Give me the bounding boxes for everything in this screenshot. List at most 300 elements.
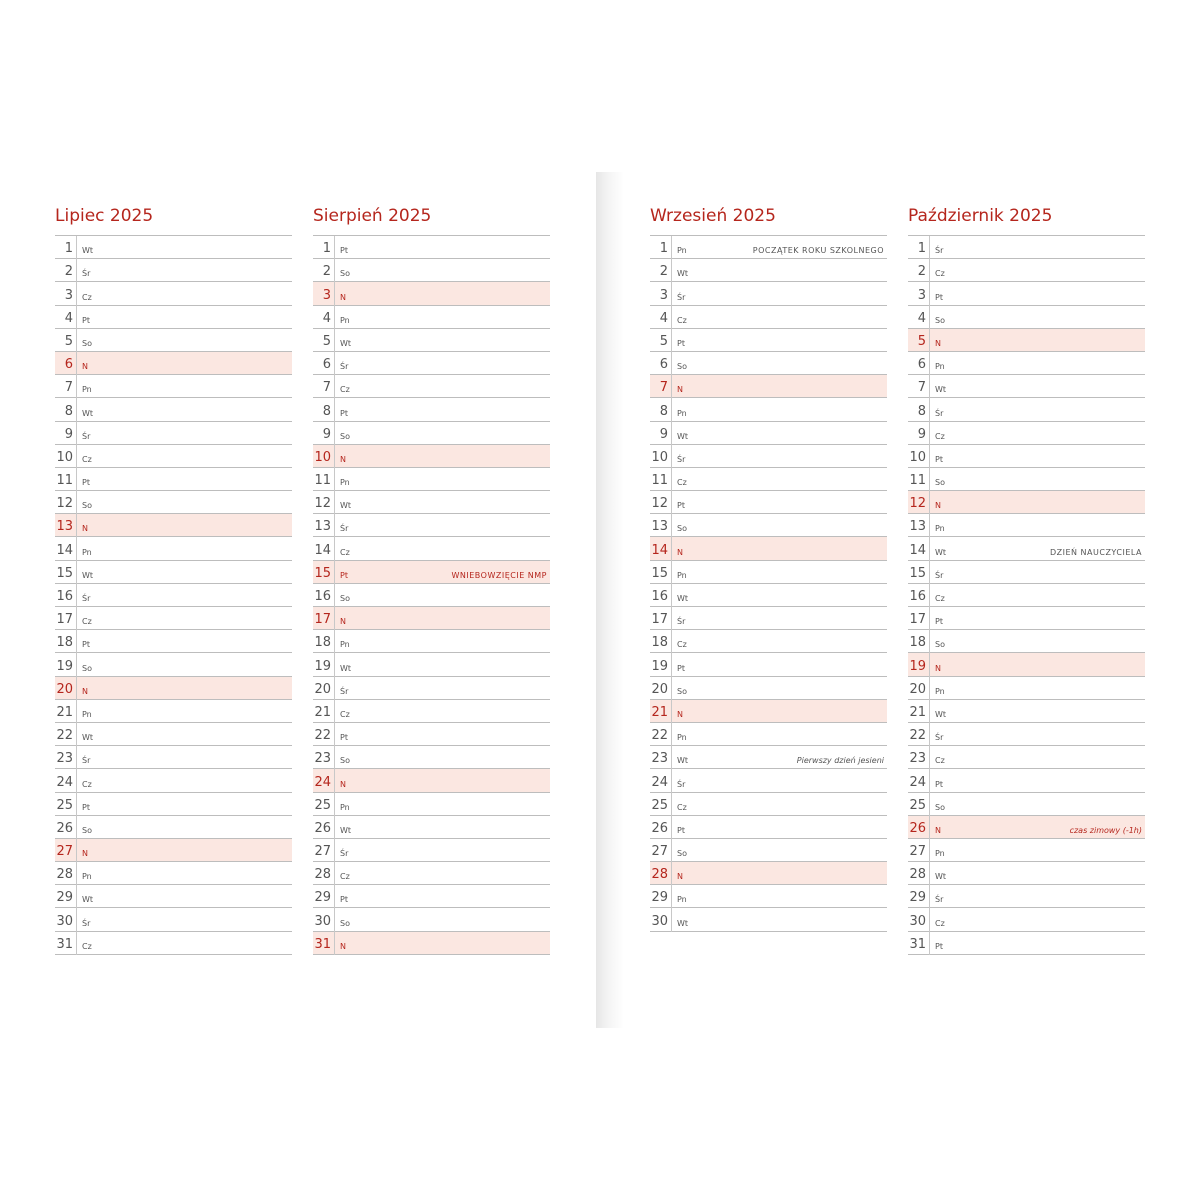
day-number: 27 xyxy=(56,844,73,860)
day-number: 15 xyxy=(56,565,73,581)
day-of-week: Śr xyxy=(677,454,686,464)
day-of-week: Wt xyxy=(340,338,352,348)
day-of-week: Cz xyxy=(340,709,350,719)
day-row xyxy=(650,885,887,908)
day-row xyxy=(650,630,887,653)
day-of-week: So xyxy=(340,918,350,928)
day-row xyxy=(55,468,292,491)
day-number: 22 xyxy=(314,728,331,744)
day-number: 23 xyxy=(651,751,668,767)
day-row xyxy=(55,816,292,839)
day-of-week: N xyxy=(82,524,88,534)
day-of-week: Cz xyxy=(340,385,350,395)
day-number: 15 xyxy=(909,565,926,581)
day-of-week: N xyxy=(677,385,683,395)
day-number: 11 xyxy=(56,473,73,489)
day-of-week: Śr xyxy=(677,292,686,302)
day-row xyxy=(313,885,550,908)
day-of-week: Śr xyxy=(82,431,91,441)
day-row xyxy=(908,352,1145,375)
day-of-week: Pn xyxy=(935,849,945,859)
day-row xyxy=(908,445,1145,468)
day-number: 16 xyxy=(314,589,331,604)
day-number: 30 xyxy=(314,913,331,929)
day-row xyxy=(650,282,887,305)
day-of-week: So xyxy=(677,686,687,696)
day-of-week: So xyxy=(82,663,92,673)
day-of-week: N xyxy=(340,779,346,789)
day-number: 20 xyxy=(651,681,668,697)
day-number: 14 xyxy=(56,542,73,558)
day-row xyxy=(650,398,887,421)
day-of-week: Cz xyxy=(677,802,687,812)
day-row xyxy=(650,839,887,862)
day-number: 14 xyxy=(314,542,331,558)
day-of-week: Śr xyxy=(935,246,944,256)
day-row xyxy=(313,862,550,885)
day-number: 26 xyxy=(651,820,668,836)
day-number: 11 xyxy=(909,473,926,489)
day-row xyxy=(55,561,292,584)
day-row xyxy=(55,329,292,352)
day-row xyxy=(55,398,292,421)
day-row xyxy=(908,584,1145,607)
day-of-week: So xyxy=(935,478,945,488)
day-row xyxy=(55,375,292,398)
day-row xyxy=(313,537,550,560)
day-row xyxy=(313,700,550,723)
day-of-week: So xyxy=(340,756,350,766)
day-number: 16 xyxy=(56,589,73,604)
day-row xyxy=(908,236,1145,259)
day-of-week: Pn xyxy=(677,733,687,743)
page-fold-shadow xyxy=(596,172,624,1028)
day-row xyxy=(908,491,1145,514)
day-row xyxy=(650,537,887,560)
day-number: 12 xyxy=(651,496,668,512)
day-of-week: Cz xyxy=(935,431,945,441)
day-row xyxy=(55,769,292,792)
day-of-week: Cz xyxy=(340,547,350,557)
day-of-week: Pn xyxy=(82,385,92,395)
day-number: 11 xyxy=(651,473,668,489)
day-row xyxy=(650,561,887,584)
day-of-week: Pn xyxy=(82,872,92,882)
day-row xyxy=(908,746,1145,769)
day-row xyxy=(650,816,887,839)
day-number: 15 xyxy=(314,565,331,581)
day-number: 7 xyxy=(64,380,73,396)
day-row xyxy=(313,584,550,607)
day-of-week: Pt xyxy=(677,501,685,511)
day-row xyxy=(908,375,1145,398)
day-of-week: Pn xyxy=(677,408,687,418)
day-number: 9 xyxy=(322,426,331,442)
day-number: 25 xyxy=(651,797,668,813)
day-number: 7 xyxy=(917,380,926,396)
day-number: 3 xyxy=(64,287,73,303)
day-row xyxy=(313,352,550,375)
day-number: 6 xyxy=(64,357,73,373)
day-of-week: Pn xyxy=(340,315,350,325)
day-number: 22 xyxy=(651,728,668,744)
day-row xyxy=(313,445,550,468)
day-row xyxy=(55,932,292,955)
day-of-week: Wt xyxy=(82,408,94,418)
day-number: 5 xyxy=(659,333,668,349)
day-of-week: N xyxy=(82,686,88,696)
day-number: 9 xyxy=(917,426,926,442)
day-of-week: Pt xyxy=(340,895,348,905)
day-row xyxy=(55,584,292,607)
day-number: 24 xyxy=(651,774,668,790)
day-row xyxy=(908,816,1145,839)
day-note: Pierwszy dzień jesieni xyxy=(796,756,884,766)
day-number: 15 xyxy=(651,565,668,581)
day-number: 19 xyxy=(56,658,73,674)
day-number: 4 xyxy=(917,310,926,326)
day-of-week: N xyxy=(82,849,88,859)
day-of-week: Pt xyxy=(82,478,90,488)
day-number: 29 xyxy=(56,890,73,906)
day-number: 27 xyxy=(909,844,926,860)
day-of-week: Cz xyxy=(677,478,687,488)
day-number: 31 xyxy=(314,936,331,952)
day-number: 27 xyxy=(314,844,331,860)
day-number: 25 xyxy=(909,797,926,813)
day-row xyxy=(650,908,887,931)
day-of-week: So xyxy=(340,431,350,441)
day-of-week: Wt xyxy=(677,431,689,441)
day-number: 3 xyxy=(322,287,331,303)
day-row xyxy=(313,306,550,329)
day-number: 23 xyxy=(56,751,73,767)
day-row xyxy=(313,259,550,282)
day-list xyxy=(55,235,292,955)
day-row xyxy=(908,908,1145,931)
day-row xyxy=(908,700,1145,723)
day-row xyxy=(908,259,1145,282)
day-row xyxy=(650,445,887,468)
day-of-week: Śr xyxy=(82,594,91,603)
day-of-week: Cz xyxy=(677,640,687,650)
day-of-week: Pn xyxy=(677,895,687,905)
day-of-week: Pt xyxy=(677,825,685,835)
day-row xyxy=(55,514,292,537)
day-number: 12 xyxy=(314,496,331,512)
day-of-week: N xyxy=(82,362,88,372)
day-row xyxy=(55,607,292,630)
day-row xyxy=(313,769,550,792)
day-row xyxy=(55,908,292,931)
day-row xyxy=(55,862,292,885)
day-row xyxy=(313,607,550,630)
day-of-week: Pt xyxy=(340,570,348,580)
day-row xyxy=(55,885,292,908)
day-of-week: Pt xyxy=(935,292,943,302)
day-row xyxy=(908,537,1145,560)
day-of-week: Pn xyxy=(935,362,945,372)
day-of-week: Pt xyxy=(935,454,943,464)
day-of-week: Śr xyxy=(340,686,349,696)
day-of-week: Wt xyxy=(677,756,689,766)
day-list xyxy=(908,235,1145,955)
day-row xyxy=(313,375,550,398)
day-row xyxy=(908,422,1145,445)
day-of-week: Cz xyxy=(82,617,92,627)
day-list xyxy=(650,235,887,932)
day-number: 21 xyxy=(314,704,331,720)
day-row xyxy=(313,398,550,421)
day-row xyxy=(313,723,550,746)
day-of-week: Śr xyxy=(935,733,944,743)
day-of-week: Wt xyxy=(677,594,689,603)
day-number: 13 xyxy=(909,519,926,535)
day-row xyxy=(313,908,550,931)
day-of-week: Cz xyxy=(82,779,92,789)
day-number: 24 xyxy=(314,774,331,790)
day-of-week: So xyxy=(340,269,350,279)
day-number: 21 xyxy=(651,704,668,720)
day-of-week: Wt xyxy=(340,825,352,835)
day-number: 30 xyxy=(56,913,73,929)
day-of-week: So xyxy=(82,825,92,835)
day-of-week: Śr xyxy=(935,570,944,580)
day-row xyxy=(55,839,292,862)
day-of-week: Pt xyxy=(340,246,348,256)
day-of-week: Cz xyxy=(82,941,92,951)
day-of-week: So xyxy=(677,362,687,372)
day-number: 30 xyxy=(909,913,926,929)
day-number: 1 xyxy=(322,241,331,257)
day-number: 30 xyxy=(651,913,668,929)
day-number: 19 xyxy=(651,658,668,674)
day-of-week: Cz xyxy=(340,872,350,882)
day-of-week: Pt xyxy=(82,315,90,325)
day-number: 6 xyxy=(322,357,331,373)
day-list xyxy=(313,235,550,955)
day-row xyxy=(650,584,887,607)
month-title: Wrzesień 2025 xyxy=(650,206,776,226)
day-row xyxy=(650,329,887,352)
day-row xyxy=(908,653,1145,676)
day-of-week: Pt xyxy=(935,779,943,789)
day-of-week: Pn xyxy=(340,802,350,812)
day-of-week: So xyxy=(677,849,687,859)
day-note: DZIEŃ NAUCZYCIELA xyxy=(1049,547,1142,557)
day-of-week: N xyxy=(677,872,683,882)
day-row xyxy=(650,723,887,746)
day-of-week: So xyxy=(935,640,945,650)
day-of-week: Pn xyxy=(82,547,92,557)
day-row xyxy=(650,375,887,398)
day-of-week: Wt xyxy=(82,895,94,905)
day-row xyxy=(650,793,887,816)
day-number: 20 xyxy=(314,681,331,697)
month-july xyxy=(55,205,292,955)
day-number: 28 xyxy=(314,867,331,883)
day-number: 9 xyxy=(659,426,668,442)
day-of-week: So xyxy=(82,338,92,348)
day-number: 14 xyxy=(909,542,926,558)
day-row xyxy=(55,793,292,816)
day-row xyxy=(650,306,887,329)
month-title: Lipiec 2025 xyxy=(55,206,154,226)
day-row xyxy=(650,491,887,514)
day-row xyxy=(55,723,292,746)
day-note: WNIEBOWZIĘCIE NMP xyxy=(451,570,547,580)
day-of-week: Wt xyxy=(340,501,352,511)
day-of-week: So xyxy=(82,501,92,511)
day-row xyxy=(650,862,887,885)
day-number: 18 xyxy=(56,635,73,651)
day-number: 3 xyxy=(659,287,668,303)
day-number: 26 xyxy=(56,820,73,836)
day-of-week: N xyxy=(935,338,941,348)
day-number: 13 xyxy=(314,519,331,535)
day-row xyxy=(55,677,292,700)
day-number: 6 xyxy=(659,357,668,373)
day-of-week: So xyxy=(935,802,945,812)
day-of-week: Wt xyxy=(935,709,947,719)
day-of-week: Wt xyxy=(82,246,94,256)
day-row xyxy=(55,352,292,375)
day-row xyxy=(313,236,550,259)
day-number: 17 xyxy=(909,612,926,628)
day-row xyxy=(313,282,550,305)
day-number: 28 xyxy=(909,867,926,883)
day-row xyxy=(55,491,292,514)
month-title: Październik 2025 xyxy=(908,206,1053,226)
day-of-week: Pt xyxy=(340,408,348,418)
day-number: 31 xyxy=(909,936,926,952)
day-row xyxy=(55,700,292,723)
day-row xyxy=(313,816,550,839)
day-row xyxy=(313,630,550,653)
day-of-week: Pt xyxy=(677,338,685,348)
day-number: 18 xyxy=(651,635,668,651)
day-row xyxy=(313,561,550,584)
day-row xyxy=(650,746,887,769)
day-number: 29 xyxy=(651,890,668,906)
day-row xyxy=(55,259,292,282)
day-number: 12 xyxy=(909,496,926,512)
day-number: 25 xyxy=(56,797,73,813)
day-of-week: Pn xyxy=(935,524,945,534)
day-number: 4 xyxy=(64,310,73,326)
day-number: 8 xyxy=(659,403,668,419)
day-of-week: Pn xyxy=(340,478,350,488)
day-row xyxy=(650,514,887,537)
day-number: 8 xyxy=(917,403,926,419)
day-number: 17 xyxy=(314,612,331,628)
day-number: 2 xyxy=(917,264,926,280)
day-number: 16 xyxy=(909,589,926,604)
day-row xyxy=(908,677,1145,700)
day-number: 1 xyxy=(64,241,73,257)
day-number: 3 xyxy=(917,287,926,303)
month-september xyxy=(650,205,887,932)
day-of-week: Śr xyxy=(82,269,91,279)
day-row xyxy=(55,282,292,305)
day-row xyxy=(313,677,550,700)
day-of-week: Wt xyxy=(935,385,947,395)
day-of-week: Wt xyxy=(82,570,94,580)
day-row xyxy=(313,746,550,769)
day-number: 16 xyxy=(651,589,668,604)
day-row xyxy=(313,468,550,491)
day-row xyxy=(908,468,1145,491)
day-number: 22 xyxy=(909,728,926,744)
day-of-week: Śr xyxy=(935,408,944,418)
day-number: 19 xyxy=(909,658,926,674)
day-number: 23 xyxy=(909,751,926,767)
day-row xyxy=(908,561,1145,584)
day-number: 20 xyxy=(56,681,73,697)
day-number: 21 xyxy=(909,704,926,720)
day-number: 9 xyxy=(64,426,73,442)
day-of-week: N xyxy=(340,617,346,627)
day-of-week: Pn xyxy=(340,640,350,650)
day-of-week: Śr xyxy=(677,617,686,627)
day-row xyxy=(313,653,550,676)
day-number: 2 xyxy=(322,264,331,280)
day-number: 5 xyxy=(917,333,926,349)
day-number: 26 xyxy=(909,820,926,836)
day-row xyxy=(313,932,550,955)
day-row xyxy=(55,537,292,560)
day-number: 28 xyxy=(56,867,73,883)
day-of-week: N xyxy=(677,547,683,557)
day-of-week: Cz xyxy=(935,918,945,928)
day-number: 10 xyxy=(314,449,331,465)
day-number: 4 xyxy=(322,310,331,326)
day-row xyxy=(908,932,1145,955)
day-row xyxy=(313,514,550,537)
day-row xyxy=(908,329,1145,352)
day-row xyxy=(55,445,292,468)
day-number: 1 xyxy=(659,241,668,257)
day-row xyxy=(650,677,887,700)
day-row xyxy=(55,653,292,676)
day-of-week: So xyxy=(935,315,945,325)
day-number: 10 xyxy=(909,449,926,465)
day-number: 21 xyxy=(56,704,73,720)
day-note: czas zimowy (-1h) xyxy=(1069,825,1142,835)
day-of-week: Pt xyxy=(677,663,685,673)
day-of-week: So xyxy=(340,594,350,603)
day-row xyxy=(313,839,550,862)
day-number: 18 xyxy=(314,635,331,651)
day-number: 2 xyxy=(659,264,668,280)
day-row xyxy=(313,329,550,352)
day-number: 18 xyxy=(909,635,926,651)
day-row xyxy=(908,514,1145,537)
day-row xyxy=(908,862,1145,885)
day-of-week: Pn xyxy=(677,246,687,256)
day-number: 24 xyxy=(56,774,73,790)
day-row xyxy=(908,630,1145,653)
month-title: Sierpień 2025 xyxy=(313,206,432,226)
day-number: 12 xyxy=(56,496,73,512)
day-of-week: Pt xyxy=(935,941,943,951)
day-number: 13 xyxy=(651,519,668,535)
day-of-week: Pn xyxy=(82,709,92,719)
day-of-week: Cz xyxy=(82,292,92,302)
day-row xyxy=(908,793,1145,816)
day-number: 26 xyxy=(314,820,331,836)
day-number: 2 xyxy=(64,264,73,280)
